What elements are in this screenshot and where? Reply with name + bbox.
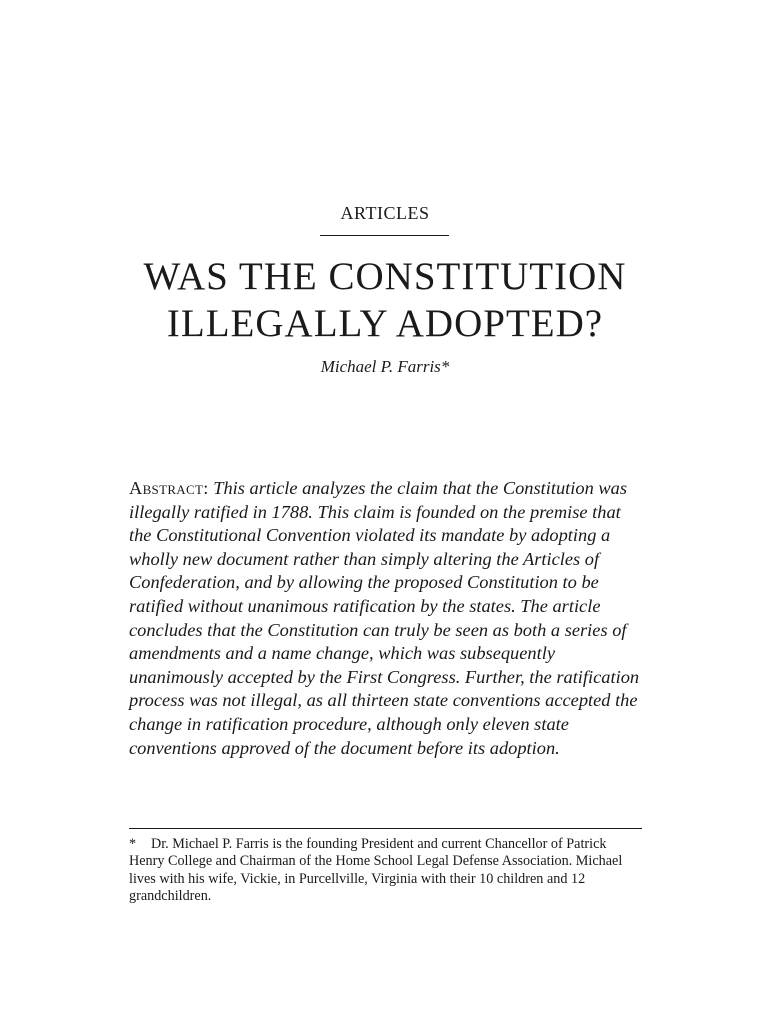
footnote	[129, 836, 644, 906]
footnote-divider	[129, 828, 642, 829]
footnote-text: Dr. Michael P. Farris is the founding President and current Chancellor of Patrick Henry College and Chairman of the Home School Legal Defense Association. Michael lives with his wife, Vickie, in Purcellville, Virginia with their 10 children and 12 grandchildren.	[129, 836, 623, 905]
section-label: ARTICLES	[340, 203, 430, 223]
footnote-mark: *	[129, 836, 137, 852]
section-divider	[320, 235, 449, 236]
abstract-text: This article analyzes the claim that the Constitution was illegally ratified in 1788. This claim is founded on the premise that the Constitutional Convention violated its mandate by adopting a wholly new document rather than simply altering the Articles of Confederation, and by allowing the proposed Constitution to be ratified without unanimous ratification by the states. The article concludes that the Constitution can truly be seen as both a series of amendments and a name change, which was subsequently unanimously accepted by the First Congress. Further, the ratification process was not illegal, as all thirteen state conventions accepted the change in ratification procedure, although only eleven state conventions approved of the document before its adoption.	[129, 478, 640, 758]
title-line-2: ILLEGALLY ADOPTED?	[166, 302, 604, 345]
author-name: Michael P. Farris*	[320, 357, 450, 376]
title-line-1: WAS THE CONSTITUTION	[143, 255, 627, 298]
article-title	[0, 253, 770, 347]
abstract	[129, 477, 644, 760]
abstract-label: Abstract:	[129, 478, 209, 498]
